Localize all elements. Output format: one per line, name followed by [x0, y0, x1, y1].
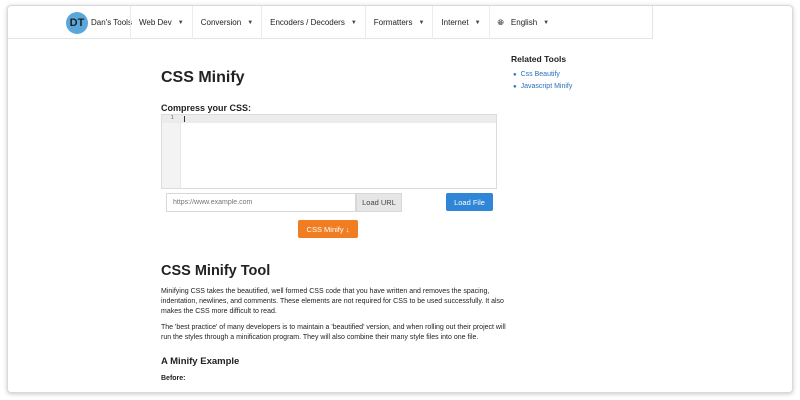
- related-tools-title: Related Tools: [511, 54, 567, 64]
- bullet-icon: ●: [513, 72, 517, 78]
- nav-item-label: English: [510, 18, 538, 27]
- load-file-button[interactable]: Load File: [446, 193, 493, 211]
- caret-down-icon: ▼: [474, 19, 481, 26]
- related-tool-link[interactable]: [511, 81, 572, 93]
- nav-item-label: Web Dev: [139, 18, 172, 27]
- nav-item-label: Formatters: [373, 18, 413, 27]
- nav-menu: [130, 6, 557, 39]
- related-tool-link[interactable]: [511, 69, 572, 81]
- css-editor[interactable]: [161, 114, 497, 189]
- globe-icon: 🌐︎: [497, 17, 504, 27]
- nav-item-conversion[interactable]: [192, 6, 261, 39]
- editor-gutter: [162, 115, 181, 188]
- nav-item-encoders-decoders[interactable]: [261, 6, 365, 39]
- text-cursor: [184, 116, 185, 122]
- browser-frame: [7, 5, 793, 393]
- load-url-button[interactable]: Load URL: [356, 193, 402, 212]
- caret-down-icon: ▼: [247, 19, 254, 26]
- related-tool-label: Css Beautify: [520, 71, 560, 78]
- nav-item-label: Encoders / Decoders: [270, 18, 345, 27]
- nav-item-language[interactable]: [489, 6, 558, 39]
- nav-item-label: Conversion: [200, 18, 242, 27]
- editor-active-line: [162, 115, 496, 123]
- description-paragraph: The 'best practice' of many developers is to maintain a 'beautified' version, and when rolling out their project will run the styles through a minification program. They will also combine their many style files into one file.: [161, 324, 506, 341]
- line-number: 1: [171, 115, 174, 121]
- nav-item-web-dev[interactable]: [130, 6, 192, 39]
- caret-down-icon: ▼: [350, 19, 357, 26]
- nav-item-internet[interactable]: [432, 6, 488, 39]
- caret-down-icon: ▼: [177, 19, 184, 26]
- before-label: Before:: [161, 375, 186, 382]
- logo[interactable]: DT: [66, 12, 88, 34]
- caret-down-icon: ▼: [418, 19, 425, 26]
- section-title: CSS Minify Tool: [161, 263, 271, 279]
- example-title: A Minify Example: [161, 356, 240, 367]
- brand-name[interactable]: Dan's Tools: [91, 18, 132, 27]
- input-label: Compress your CSS:: [161, 103, 252, 113]
- bullet-icon: ●: [513, 84, 517, 90]
- url-input[interactable]: [166, 193, 356, 212]
- caret-down-icon: ▼: [543, 19, 550, 26]
- description-paragraph: Minifying CSS takes the beautified, well formed CSS code that you have written and removes the spacing, indentation, newlines, and comments. These elements are not required for CSS to be used successfully. It also makes the CSS more difficult to read.: [161, 288, 504, 315]
- page-title: CSS Minify: [161, 69, 245, 86]
- nav-item-formatters[interactable]: [365, 6, 433, 39]
- top-navigation: [8, 6, 653, 39]
- related-tool-label: Javascript Minify: [520, 83, 573, 90]
- css-minify-button[interactable]: CSS Minify ↓: [298, 220, 358, 238]
- nav-item-label: Internet: [441, 18, 469, 27]
- related-tools-list: [511, 69, 572, 93]
